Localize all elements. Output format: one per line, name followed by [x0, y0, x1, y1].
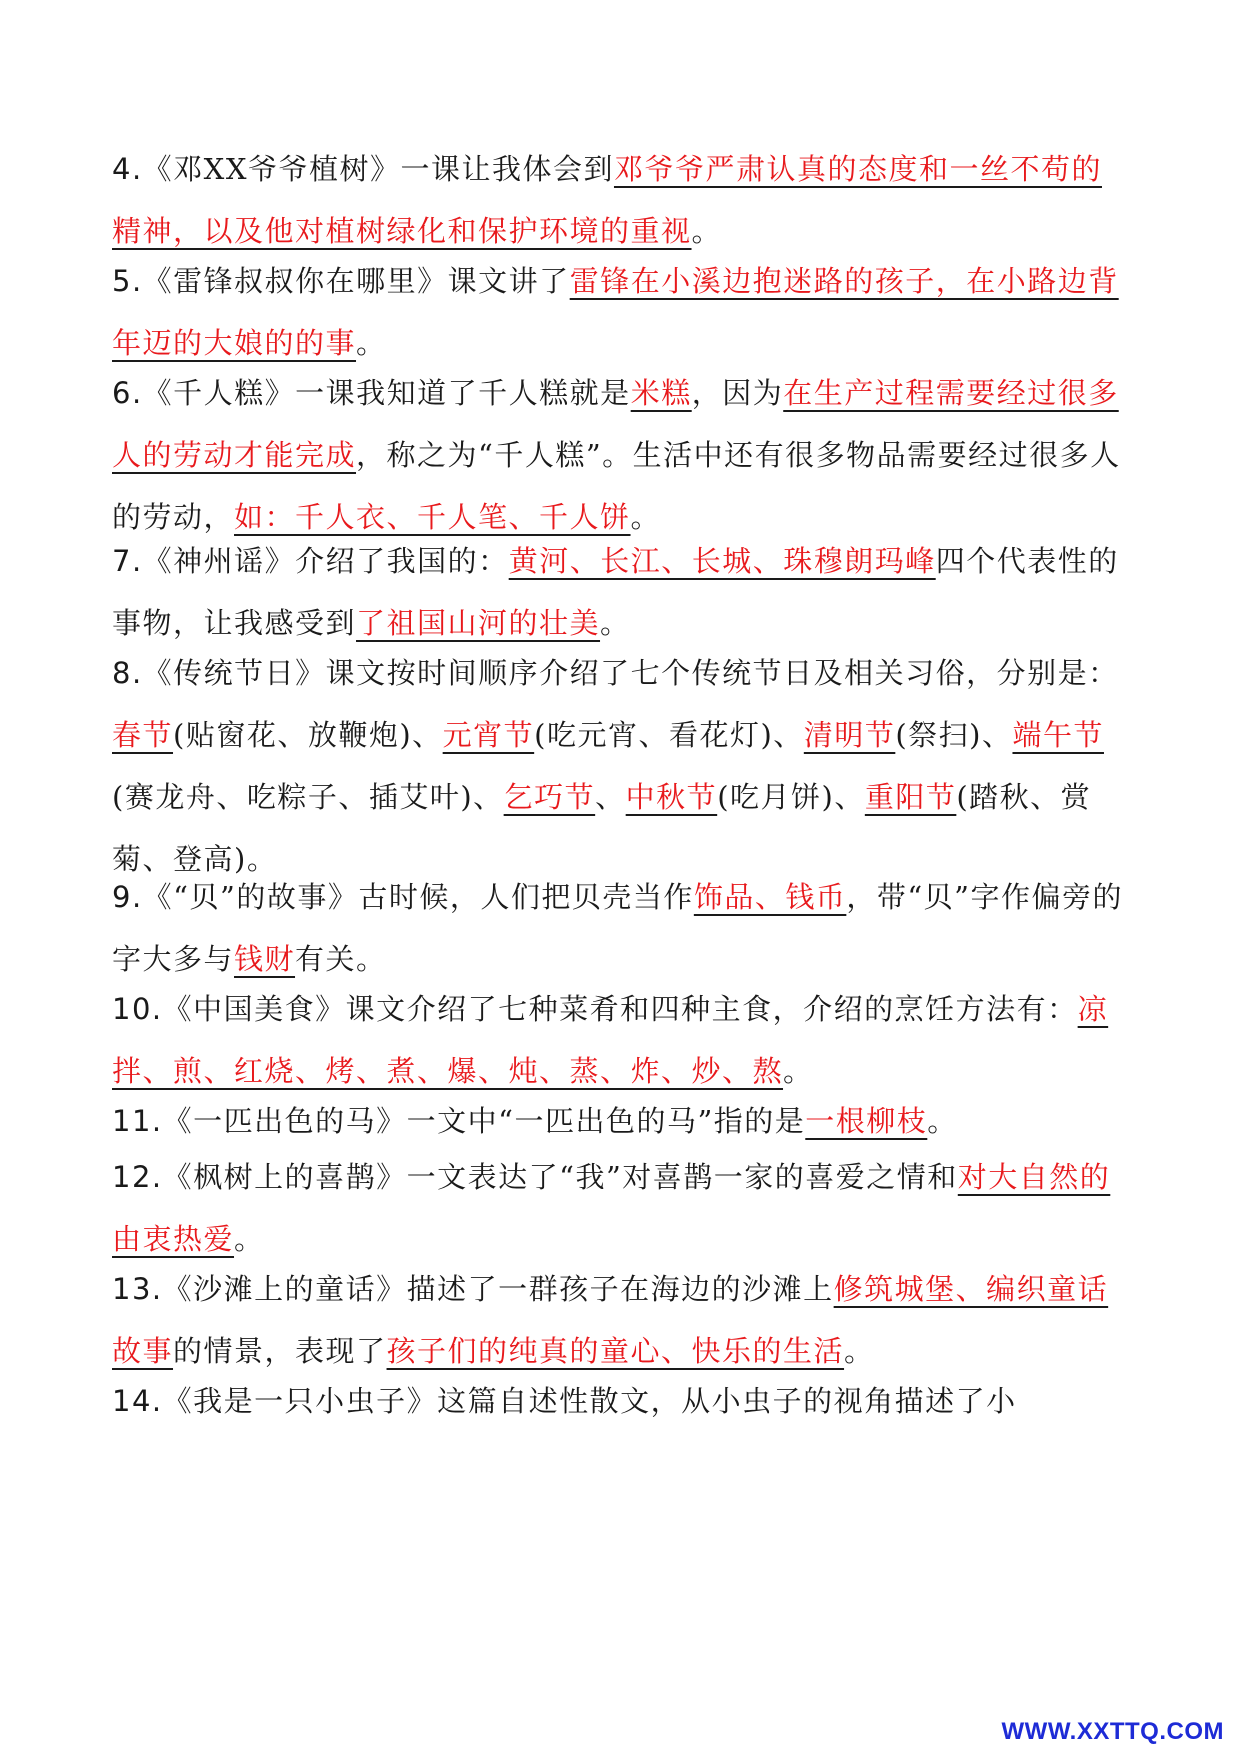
- item-number: 14.: [112, 1384, 163, 1418]
- question-text: 。: [600, 606, 631, 640]
- question-text: 。: [234, 1222, 265, 1256]
- question-text: 。: [691, 214, 723, 248]
- answer-text: 乞巧节: [503, 780, 596, 814]
- item-10: [112, 978, 1128, 1102]
- answer-text: 春节: [112, 718, 174, 752]
- answer-text: 清明节: [803, 718, 896, 752]
- question-text: 《千人糕》一课我知道了千人糕就是: [142, 376, 631, 410]
- item-number: 6.: [112, 376, 143, 410]
- answer-text: 雷锋在小溪边抱迷路的孩子，在小路边背年迈的大娘的的事: [112, 264, 1119, 360]
- item-4: [112, 138, 1128, 262]
- answer-text: 一根柳枝: [805, 1104, 928, 1138]
- item-number: 8.: [112, 656, 143, 690]
- item-number: 13.: [112, 1272, 163, 1306]
- item-number: 12.: [112, 1160, 163, 1194]
- question-text: 《“贝”的故事》古时候，人们把贝壳当作: [142, 880, 694, 914]
- question-text: 。: [927, 1104, 958, 1138]
- question-text: 的情景，表现了: [173, 1334, 387, 1368]
- item-14: [112, 1370, 1128, 1432]
- item-12: [112, 1146, 1128, 1270]
- question-text: 《枫树上的喜鹊》一文表达了“我”对喜鹊一家的喜爱之情和: [162, 1160, 958, 1194]
- question-text: 《沙滩上的童话》描述了一群孩子在海边的沙滩上: [162, 1272, 834, 1306]
- answer-text: 端午节: [1012, 718, 1104, 752]
- question-text: 《中国美食》课文介绍了七种菜肴和四种主食，介绍的烹饪方法有：: [162, 992, 1078, 1026]
- answer-text: 元宵节: [442, 718, 535, 752]
- question-text: 《邓XX爷爷植树》一课让我体会到: [142, 152, 614, 186]
- item-number: 5.: [112, 264, 143, 298]
- item-number: 11.: [112, 1104, 163, 1138]
- question-text: 《神州谣》介绍了我国的：: [142, 544, 509, 578]
- item-6: [112, 362, 1128, 548]
- answer-text: 重阳节: [864, 780, 957, 814]
- question-text: 。: [630, 500, 662, 534]
- question-text: ，带“贝”字作偏旁的字大多与: [112, 880, 1123, 976]
- question-text: 《一匹出色的马》一文中“一匹出色的马”指的是: [162, 1104, 806, 1138]
- item-9: [112, 866, 1128, 990]
- question-text: 四个代表性的事物，让我感受到: [112, 544, 1119, 640]
- item-13: [112, 1258, 1128, 1382]
- answer-text: 在生产过程需要经过很多人的劳动才能完成: [112, 376, 1119, 472]
- item-11: [112, 1090, 1128, 1152]
- item-7: [112, 530, 1128, 654]
- item-5: [112, 250, 1128, 374]
- question-text: 有关。: [295, 942, 387, 976]
- answer-text: 黄河、长江、长城、珠穆朗玛峰: [508, 544, 936, 578]
- answer-text: 钱财: [234, 942, 296, 976]
- question-text: (赛龙舟、吃粽子、插艾叶)、: [112, 780, 504, 814]
- answer-text: 修筑城堡、编织童话故事: [112, 1272, 1109, 1368]
- answer-text: 孩子们的纯真的童心、快乐的生活: [386, 1334, 845, 1368]
- question-text: 。: [356, 326, 387, 360]
- watermark: WWW.XXTTQ.COM: [1001, 1718, 1224, 1745]
- question-text: ，称之为“千人糕”。生活中还有很多物品需要经过很多人的劳动，: [112, 438, 1121, 534]
- answer-text: 中秋节: [625, 780, 718, 814]
- answer-text: 对大自然的由衷热爱: [112, 1160, 1111, 1256]
- item-number: 10.: [112, 992, 163, 1026]
- item-number: 7.: [112, 544, 143, 578]
- question-text: (踏秋、赏菊、登高)。: [112, 780, 1092, 876]
- answer-text: 饰品、钱币: [693, 880, 847, 914]
- question-text: 。: [844, 1334, 875, 1368]
- answer-text: 如：千人衣、千人笔、千人饼: [234, 500, 631, 534]
- answer-text: 了祖国山河的壮美: [356, 606, 601, 640]
- question-text: 、: [595, 780, 626, 814]
- answer-text: 米糕: [630, 376, 692, 410]
- item-number: 9.: [112, 880, 143, 914]
- question-text: 《雷锋叔叔你在哪里》课文讲了: [142, 264, 570, 298]
- question-text: (吃元宵、看花灯)、: [534, 718, 804, 752]
- answer-text: 邓爷爷严肃认真的态度和一丝不苟的精神，以及他对植树绿化和保护环境的重视: [112, 152, 1102, 248]
- question-text: 《我是一只小虫子》这篇自述性散文，从小虫子的视角描述了小: [162, 1384, 1017, 1418]
- answer-text: 凉拌、煎、红烧、烤、煮、爆、炖、蒸、炸、炒、熬: [112, 992, 1109, 1088]
- item-8: [112, 642, 1128, 890]
- item-number: 4.: [112, 152, 143, 186]
- question-text: 。: [783, 1054, 814, 1088]
- question-text: (贴窗花、放鞭炮)、: [173, 718, 443, 752]
- question-text: (祭扫)、: [895, 718, 1013, 752]
- question-text: ，因为: [691, 376, 784, 410]
- question-text: (吃月饼)、: [717, 780, 865, 814]
- question-text: 《传统节日》课文按时间顺序介绍了七个传统节日及相关习俗，分别是：: [142, 656, 1119, 690]
